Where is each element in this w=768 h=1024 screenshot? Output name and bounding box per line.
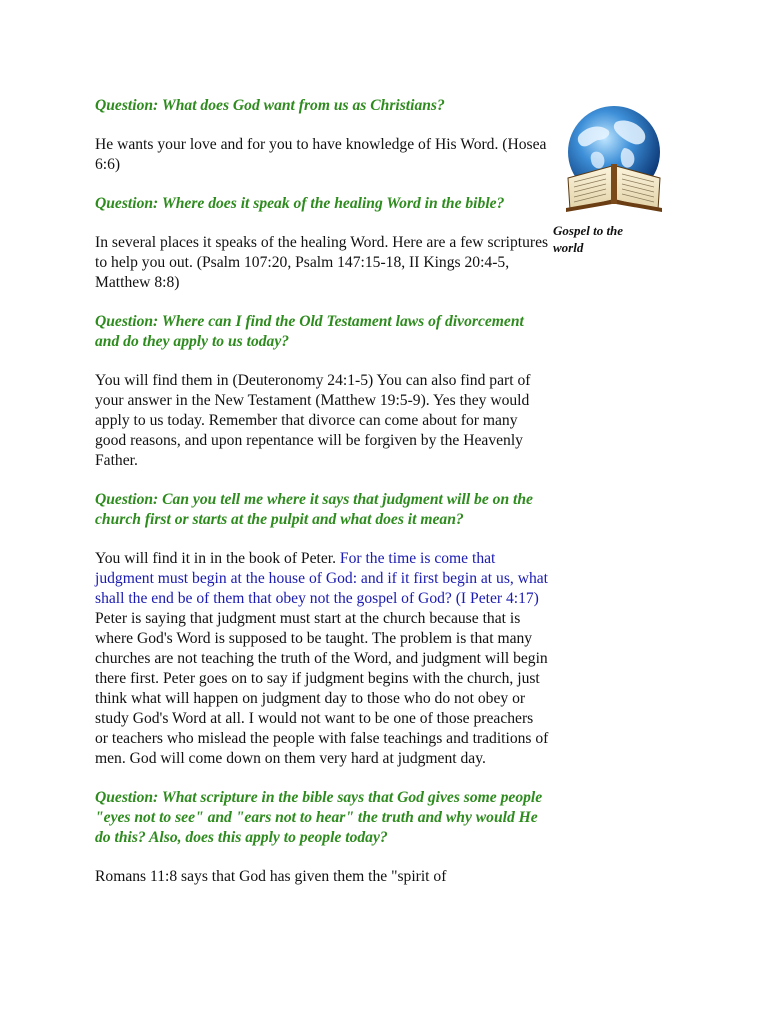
question-2: Question: Where does it speak of the healing Word in the bible? (95, 195, 505, 212)
answer-4-intro: You will find it in in the book of Peter. (95, 550, 336, 567)
answer-2: In several places it speaks of the healing Word. Here are a few scriptures to help you out. (Psalm 107:20, Psalm 147:15-18, II Kings 20:4-5, Matthew 8:8) (95, 234, 549, 291)
scripture-quote: For the time is come that judgment must begin at the house of God: and if it first begin at us, what shall the end be of them that obey not the gospel of God? (I Peter 4:17) (95, 550, 549, 607)
question-1: Question: What does God want from us as Christians? (95, 97, 445, 114)
question-4: Question: Can you tell me where it says that judgment will be on the church first or starts at the pulpit and what does it mean? (95, 491, 533, 528)
question-5: Question: What scripture in the bible says that God gives some people "eyes not to see" and "ears not to hear" the truth and why would He do this? Also, does this apply to people today? (95, 789, 543, 846)
figure (553, 104, 673, 256)
answer-1: He wants your love and for you to have knowledge of His Word. (Hosea 6:6) (95, 136, 547, 173)
answer-4-rest: Peter is saying that judgment must start at the church because that is where God's Word is supposed to be taught. The problem is that many churches are not teaching the truth of the Word, and judgment will begin there first. Peter goes on to say if judgment begins with the church, just think what will happen on judgment day to those who do not obey or study God's Word at all. I would not want to be one of those preachers or teachers who mislead the people with false teachings and traditions of men. God will come down on them very hard at judgment day. (95, 610, 549, 767)
question-3: Question: Where can I find the Old Testament laws of divorcement and do they apply to us today? (95, 313, 524, 350)
qa-content (95, 96, 550, 906)
answer-5: Romans 11:8 says that God has given them the "spirit of (95, 868, 447, 885)
answer-3: You will find them in (Deuteronomy 24:1-5) You can also find part of your answer in the New Testament (Matthew 19:5-9). Yes they would apply to us today. Remember that divorce can come about for many good reasons, and upon repentance will be forgiven by the Heavenly Father. (95, 372, 531, 469)
figure-caption: Gospel to the world (553, 223, 624, 255)
globe-bible-icon (558, 104, 670, 216)
answer-4 (95, 549, 550, 769)
